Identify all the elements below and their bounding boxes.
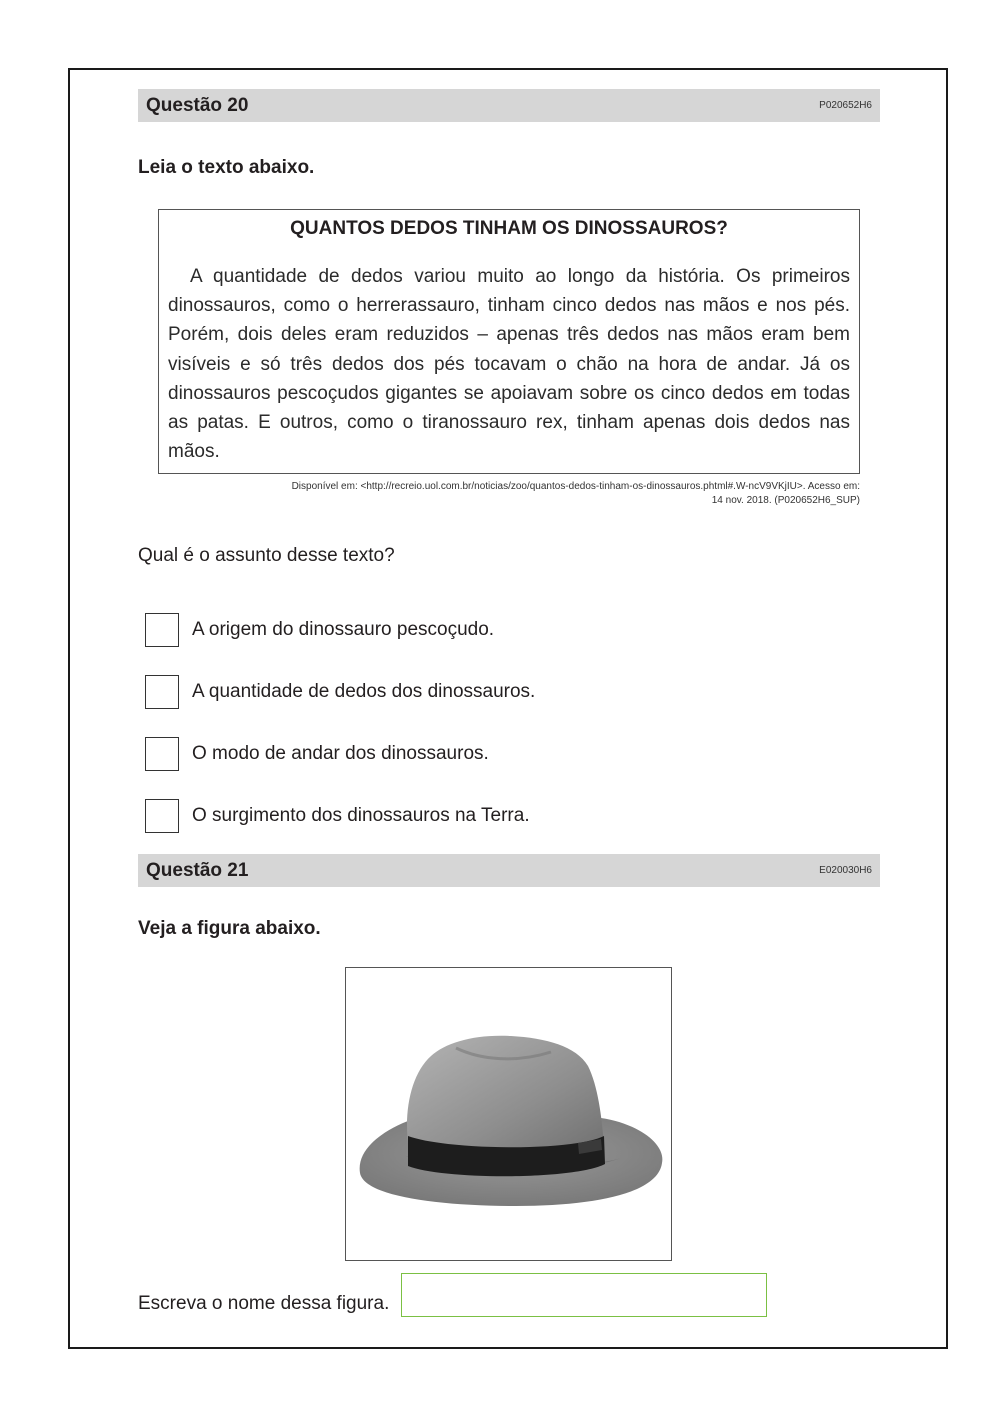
question-21-code: E020030H6 <box>819 865 872 876</box>
answer-option-3[interactable] <box>145 737 489 771</box>
answer-label: Escreva o nome dessa figura. <box>138 1293 390 1314</box>
question-20-instruction: Leia o texto abaixo. <box>138 157 315 178</box>
figure-name-input[interactable] <box>401 1273 767 1317</box>
question-20-title: Questão 20 <box>146 94 249 116</box>
answer-option-4[interactable] <box>145 799 530 833</box>
answer-option-1[interactable] <box>145 613 494 647</box>
hat-icon <box>346 968 671 1260</box>
text-source <box>158 480 860 508</box>
text-source-line-1: Disponível em: <http://recreio.uol.com.br/noticias/zoo/quantos-dedos-tinham-os-dinossauros.phtml#.W-ncV9VKjIU>. Acesso em: <box>291 481 860 492</box>
question-20-header <box>138 89 880 122</box>
question-21-instruction: Veja a figura abaixo. <box>138 918 321 939</box>
text-source-line-2: 14 nov. 2018. (P020652H6_SUP) <box>711 495 860 506</box>
option-1-label[interactable]: A origem do dinossauro pescoçudo. <box>192 619 495 640</box>
option-3-label[interactable]: O modo de andar dos dinossauros. <box>192 743 489 764</box>
option-1-checkbox[interactable] <box>145 613 179 647</box>
option-4-checkbox[interactable] <box>145 799 179 833</box>
question-20-prompt: Qual é o assunto desse texto? <box>138 545 395 566</box>
question-21-title: Questão 21 <box>146 859 249 881</box>
answer-option-2[interactable] <box>145 675 535 709</box>
option-2-checkbox[interactable] <box>145 675 179 709</box>
reading-text-title: QUANTOS DEDOS TINHAM OS DINOSSAUROS? <box>290 218 728 239</box>
option-3-checkbox[interactable] <box>145 737 179 771</box>
option-2-label[interactable]: A quantidade de dedos dos dinossauros. <box>192 681 536 702</box>
hat-crown <box>407 1036 604 1156</box>
option-4-label[interactable]: O surgimento dos dinossauros na Terra. <box>192 805 530 826</box>
figure-box <box>345 967 672 1261</box>
question-21-header <box>138 854 880 887</box>
question-20-code: P020652H6 <box>819 100 872 111</box>
reading-text-body: A quantidade de dedos variou muito ao longo da história. Os primeiros dinossauros, como o herrerassauro, tinham cinco dedos nas mãos e nos pés. Porém, dois deles eram reduzidos – apenas três dedos nas mãos eram bem visíveis e só três dedos dos pés tocavam o chão na hora de andar. Já os dinossauros pescoçudos gigantes se apoiavam sobre os cinco dedos em todas as patas. E outros, como o tiranossauro rex, tinham apenas dois dedos nas mãos. <box>168 266 850 463</box>
reading-text-box <box>158 209 860 474</box>
answer-row <box>138 1273 767 1317</box>
